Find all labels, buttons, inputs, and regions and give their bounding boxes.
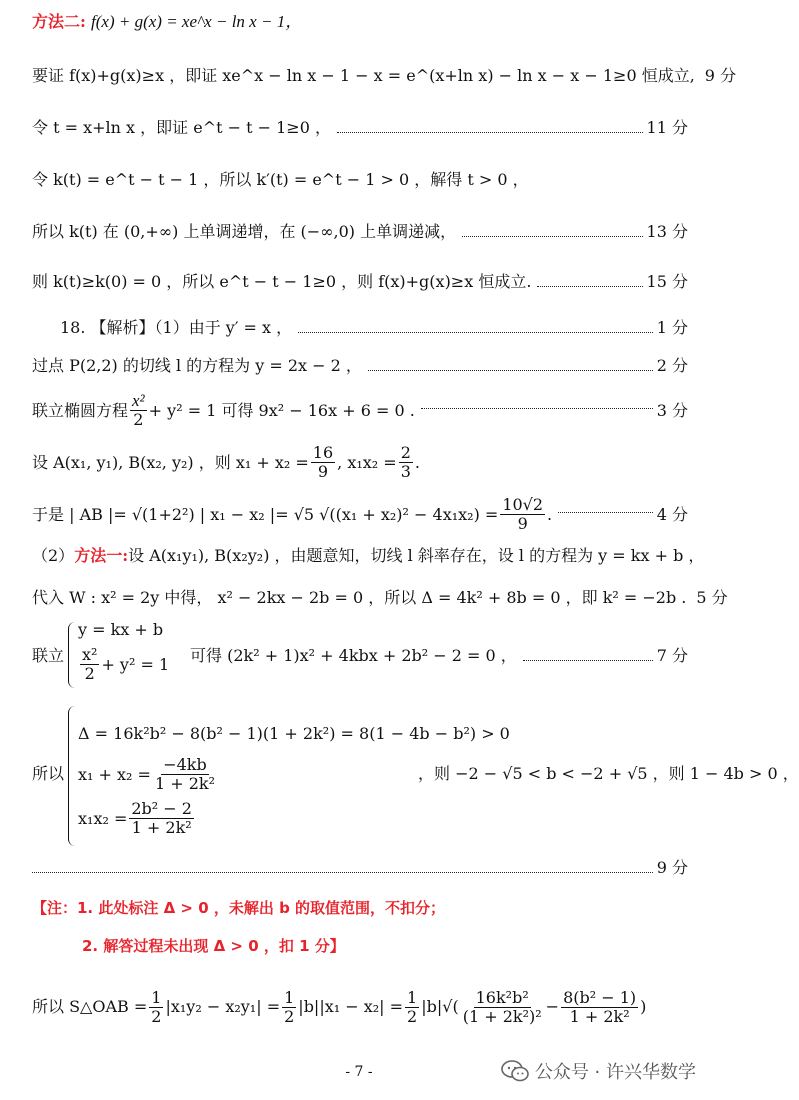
fraction: $\frac{10√2}{9}$ — [502, 495, 544, 533]
method-one-label: 方法一: — [74, 546, 129, 565]
watermark-text: 公众号 · 许兴华数学 — [534, 1062, 696, 1083]
score-1: 1 分 — [656, 318, 688, 337]
line-11-pre: 于是 | AB |= √(1+2²) | x₁ − x₂ |= √5 √((x₁ + x₂)² − 4x₁x₂) = — [32, 504, 499, 524]
wechat-icon — [501, 1060, 529, 1082]
method-two-label: 方法二: — [32, 12, 86, 31]
line-16 — [32, 858, 688, 878]
score-15: 15 分 — [646, 272, 688, 291]
line-13 — [32, 588, 728, 608]
score-9b: 9 分 — [656, 858, 688, 877]
line-15-pre: 所以 — [32, 764, 65, 783]
line-4 — [32, 170, 688, 190]
line-5-text: 所以 k(t) 在 (0,+∞) 上单调递增，在 (−∞,0) 上单调递减， — [32, 222, 457, 241]
line-6-text: 则 k(t)≥k(0) = 0 ，所以 e^t − t − 1≥0 ，则 f(x)+g(x)≥x 恒成立. — [32, 272, 532, 291]
score-4: 4 分 — [656, 504, 688, 524]
note-1: 【注：1. 此处标注 Δ > 0 ，未解出 b 的取值范围，不扣分； — [32, 899, 446, 917]
leader-dots — [368, 369, 653, 371]
brace — [68, 622, 75, 688]
line-10: 设 A(x₁, y₁), B(x₂, y₂) ，则 x₁ + x₂ = $\frac{16}{9}$ , x₁x₂ = $\frac{2}{3}$ . — [32, 443, 420, 481]
score-5: 5 分 — [696, 588, 728, 607]
line-17: 所以 S△OAB = $\frac{1}{2}$ |x₁y₂ − x₂y₁| = $\frac{1}{2}$ |b||x₁ − x₂| = $\frac{1}{2}$ |b|√( $\frac{\text{16k²b²}}{\text{(1 + 2k²)²}}$ − $\frac{\text{8(b² − 1)}}{\text{1 + 2k²}}$ ) — [32, 987, 647, 1026]
part-2-label: （2） — [32, 546, 75, 565]
line-14-right — [190, 646, 688, 666]
score-3: 3 分 — [656, 400, 688, 420]
leader-dots — [537, 285, 642, 287]
line-7-text: 18. 【解析】（1）由于 y′ = x ， — [60, 318, 293, 337]
score-13: 13 分 — [646, 222, 688, 241]
system-eq-1: y = kx + b — [78, 620, 164, 639]
line-9-post: + y² = 1 可得 9x² − 16x + 6 = 0 . — [148, 400, 415, 420]
fraction: $\frac{16}{9}$ — [312, 443, 334, 481]
fraction: $\frac{\text{x²}}{2}$ — [132, 391, 145, 429]
line-5 — [32, 222, 688, 242]
line-3-text: 令 t = x+ln x ，即证 e^t − t − 1≥0 ， — [32, 118, 331, 137]
leader-dots — [32, 871, 653, 873]
system-eq-2: $\frac{\text{x²}}{2}$ + y² = 1 — [82, 645, 170, 683]
system-product: x₁x₂ = $\frac{\text{2b² − 2}}{\text{1 + 2k²}}$ — [78, 799, 192, 837]
fraction: $\frac{2}{3}$ — [400, 443, 411, 481]
score-2: 2 分 — [656, 356, 688, 375]
leader-dots — [298, 331, 653, 333]
system-sum: x₁ + x₂ = $\frac{-4kb}{\text{1 + 2k²}}$ — [78, 755, 215, 793]
page-number: - 7 - — [345, 1064, 373, 1080]
line-9 — [32, 392, 688, 429]
leader-dots — [337, 131, 643, 133]
line-10-mid: , x₁x₂ = — [337, 452, 397, 472]
score-7: 7 分 — [656, 646, 688, 665]
line-15 — [32, 704, 799, 850]
line-3 — [32, 118, 688, 138]
leader-dots — [462, 235, 642, 237]
line-15-right: ，则 −2 − √5 < b < −2 + √5 ，则 1 − 4b > 0 ， — [418, 764, 799, 783]
line-17-pre: 所以 S△OAB = — [32, 997, 148, 1016]
line-12-text: 设 A(x₁y₁), B(x₂y₂) ，由题意知，切线 l 斜率存在，设 l 的方程为 y = kx + b ， — [128, 546, 705, 565]
brace — [68, 706, 75, 846]
leader-dots — [421, 407, 653, 409]
line-8-text: 过点 P(2,2) 的切线 l 的方程为 y = 2x − 2 ， — [32, 356, 362, 375]
line-14 — [32, 620, 688, 690]
line-8 — [32, 356, 688, 376]
line-4-text: 令 k(t) = e^t − t − 1 ，所以 k′(t) = e^t − 1 > 0 ，解得 t > 0 ， — [32, 170, 529, 189]
line-7 — [60, 318, 688, 338]
line-12 — [32, 546, 705, 566]
score-11: 11 分 — [646, 118, 688, 137]
system-delta: Δ = 16k²b² − 8(b² − 1)(1 + 2k²) = 8(1 − 4b − b²) > 0 — [78, 724, 510, 743]
line-1-expr: f(x) + g(x) = xe^x − ln x − 1， — [91, 12, 303, 31]
line-11: 于是 | AB |= √(1+2²) | x₁ − x₂ |= √5 √((x₁ + x₂)² − 4x₁x₂) = $\frac{10√2}{9}$ . 4 分 — [32, 495, 688, 533]
line-6 — [32, 272, 688, 292]
note-2: 2. 解答过程未出现 Δ > 0 ，扣 1 分】 — [82, 937, 345, 955]
score-9: 9 分 — [704, 66, 737, 85]
line-1 — [32, 12, 688, 32]
line-13-text: 代入 W : x² = 2y 中得， x² − 2kx − 2b = 0 ，所以 Δ = 4k² + 8b = 0 ，即 k² = −2b . — [32, 588, 687, 607]
leader-dots — [558, 511, 653, 513]
leader-dots — [523, 659, 653, 661]
line-2 — [32, 66, 737, 86]
line-14-pre: 联立 — [32, 646, 65, 665]
line-9-pre: 联立椭圆方程 — [32, 400, 129, 420]
watermark — [501, 1058, 696, 1084]
line-14-text: 可得 (2k² + 1)x² + 4kbx + 2b² − 2 = 0 ， — [190, 646, 517, 665]
line-2-text: 要证 f(x)+g(x)≥x ，即证 xe^x − ln x − 1 − x = e^(x+ln x) − ln x − x − 1≥0 恒成立, — [32, 66, 695, 85]
line-10-pre: 设 A(x₁, y₁), B(x₂, y₂) ，则 x₁ + x₂ = — [32, 452, 309, 472]
